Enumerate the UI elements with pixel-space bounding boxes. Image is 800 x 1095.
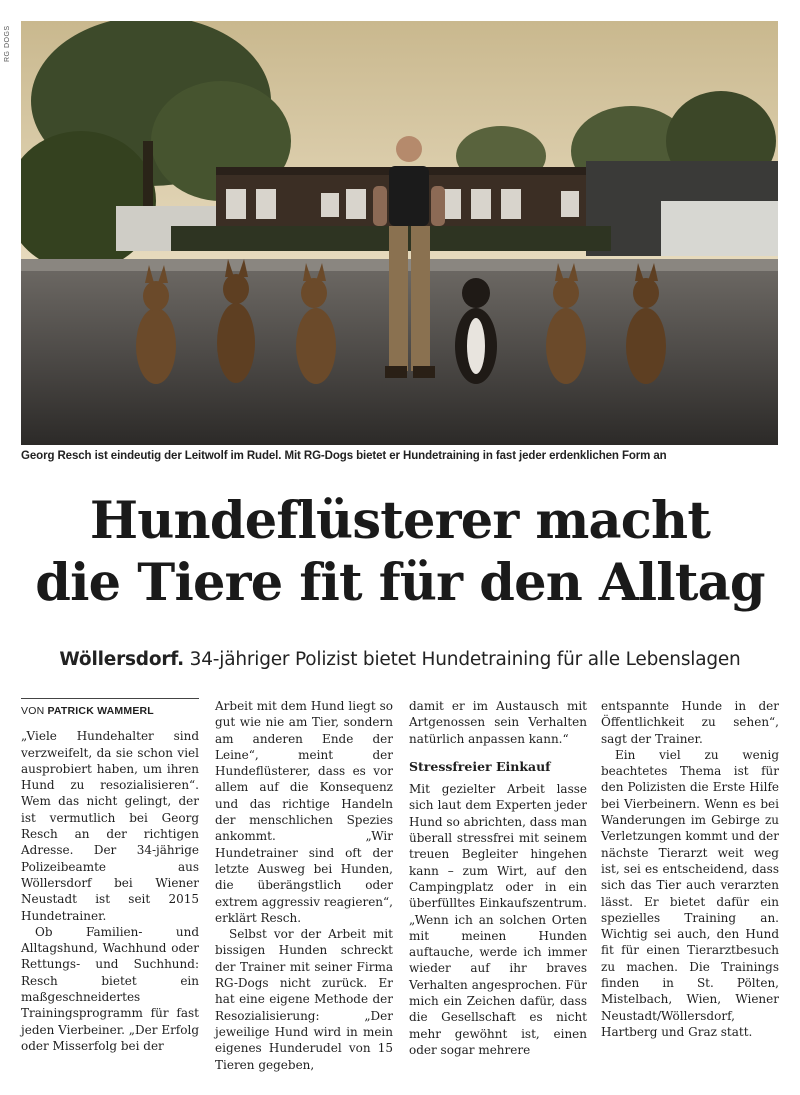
dateline: Wöllersdorf. xyxy=(59,649,184,670)
headline-line-1: Hundeflüsterer macht xyxy=(89,491,711,551)
headline-line-2: die Tiere fit für den Alltag xyxy=(35,553,765,613)
photo-caption: Georg Resch ist eindeutig der Leitwolf im Rudel. Mit RG-Dogs bietet er Hundetraining in fast jeder erdenklichen Form an xyxy=(21,450,667,462)
paragraph: Arbeit mit dem Hund liegt so gut wie nie am Tier, sondern am anderen Ende der Leine“, meint der Hundeflüsterer, dass es vor allem auf die Konsequenz und das richtige Handeln der menschlichen Spezies ankommt. „Wir Hundetrainer sind oft der letzte Ausweg bei Hunden, die überängstlich oder extrem aggressiv reagieren“, erklärt Resch. xyxy=(215,699,393,925)
section-subheading: Stressfreier Einkauf xyxy=(409,758,551,774)
headline xyxy=(0,490,800,614)
paragraph: Selbst vor der Arbeit mit bissigen Hunden schreckt der Trainer mit seiner Firma RG-Dogs nicht zurück. Er hat eine eigene Methode der Resozialisierung: „Der jeweilige Hund wird in mein eigenes Hunderudel von 15 Tieren gegeben, xyxy=(215,927,393,1072)
subheadline xyxy=(0,649,800,670)
paragraph: Ein viel zu wenig beachtetes Thema ist für den Polizisten die Erste Hilfe bei Vierbeinern. Wenn es bei Wanderungen im Gebirge zu Verletzungen kommt und der nächste Tierarzt weit weg ist, sei es entscheidend, dass sich das Tier auch verarzten lässt. Er bietet dafür ein spezielles Training an. Wichtig sei auch, den Hund fit für einen Tierarztbesuch zu machen. Die Trainings finden in St. Pölten, Mistelbach, Wien, Wiener Neustadt/Wöllersdorf, Hartberg und Graz statt. xyxy=(601,747,779,1039)
article-column-1 xyxy=(21,698,199,1054)
byline xyxy=(21,698,199,719)
paragraph: Ob Familien- und Alltagshund, Wachhund oder Rettungs- und Suchhund: Resch bietet ein maßgeschneidertes Trainingsprogramm für fast jeden Vierbeiner. „Der Erfolg oder Misserfolg bei der xyxy=(21,924,199,1053)
article-column-3 xyxy=(409,698,587,1058)
article-photo xyxy=(21,21,778,445)
photo-credit: RG DOGS xyxy=(4,25,11,62)
paragraph: Mit gezielter Arbeit lasse sich laut dem Experten jeder Hund so abrichten, dass man überall stressfrei mit seinem treuen Begleiter hingehen kann – zum Wirt, auf den Campingplatz oder in ein überfülltes Einkaufszentrum. „Wenn ich an solchen Orten mit meinen Hunden auftauche, werde ich immer wieder auf ihr braves Verhalten angesprochen. Für mich ein Zeichen dafür, dass die Gesellschaft es nicht mehr gewöhnt ist, einen oder sogar mehrere xyxy=(409,782,587,1057)
paragraph: damit er im Austausch mit Artgenossen sein Verhalten natürlich anpassen kann.“ xyxy=(409,699,587,746)
paragraph: entspannte Hunde in der Öffentlichkeit zu sehen“, sagt der Trainer. xyxy=(601,699,779,746)
article-column-4 xyxy=(601,698,779,1040)
subhead-text: 34-jähriger Polizist bietet Hundetraining für alle Lebenslagen xyxy=(183,649,741,670)
article-column-2 xyxy=(215,698,393,1073)
byline-author: PATRICK WAMMERL xyxy=(47,705,154,717)
byline-prefix: VON xyxy=(21,705,48,717)
paragraph: „Viele Hundehalter sind verzweifelt, da sie schon viel ausprobiert haben, um ihren Hund zu resozialisieren“. Wem das nicht gelingt, der ist vermutlich bei Georg Resch an der richtigen Adresse. Der 34-jährige Polizeibeamte aus Wöllersdorf bei Wiener Neustadt ist seit 2015 Hundetrainer. xyxy=(21,729,199,923)
